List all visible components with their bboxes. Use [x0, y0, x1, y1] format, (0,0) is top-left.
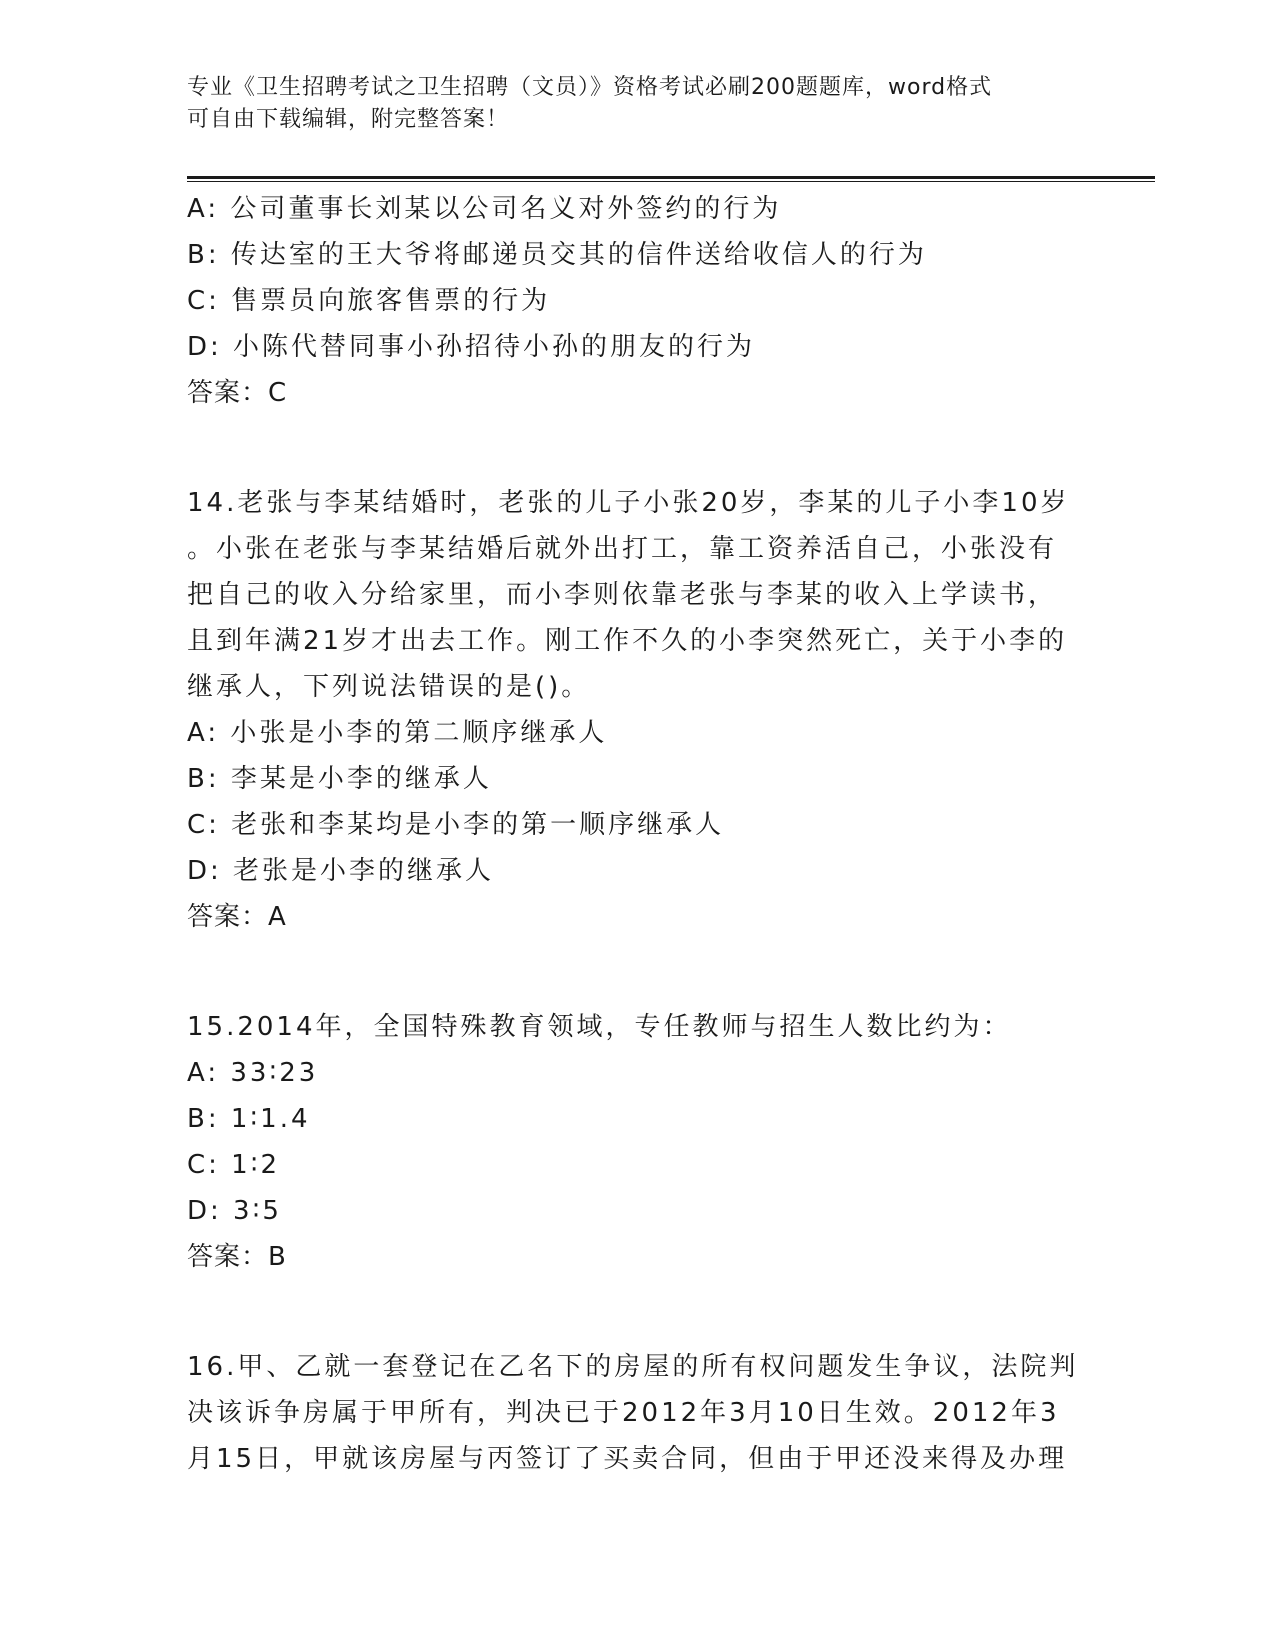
question-stem-line: 14.老张与李某结婚时，老张的儿子小张20岁，李某的儿子小李10岁	[187, 488, 1070, 518]
answer-line: 答案：A	[187, 902, 287, 932]
option-a: A: 33∶23	[187, 1058, 319, 1088]
option-d: D: 小陈代替同事小孙招待小孙的朋友的行为	[187, 332, 756, 362]
question-stem-line: 决该诉争房属于甲所有，判决已于2012年3月10日生效。2012年3	[187, 1398, 1060, 1428]
option-c: C: 1∶2	[187, 1150, 281, 1180]
option-d: D: 3∶5	[187, 1196, 282, 1226]
option-a: A: 公司董事长刘某以公司名义对外签约的行为	[187, 194, 782, 224]
question-16	[187, 1344, 1087, 1482]
question-14	[187, 480, 1087, 940]
header-divider	[187, 176, 1155, 179]
document-header	[187, 72, 1067, 136]
header-title-line-1: 专业《卫生招聘考试之卫生招聘（文员）》资格考试必刷200题题库，word格式	[187, 75, 993, 100]
question-stem-line: 16.甲、乙就一套登记在乙名下的房屋的所有权问题发生争议，法院判	[187, 1352, 1079, 1382]
option-c: C: 售票员向旅客售票的行为	[187, 286, 551, 316]
question-stem-line: 继承人，下列说法错误的是()。	[187, 672, 591, 702]
question-stem-line: 把自己的收入分给家里，而小李则依靠老张与李某的收入上学读书，	[187, 580, 1058, 610]
option-b: B: 李某是小李的继承人	[187, 764, 492, 794]
question-spacer	[187, 940, 1087, 1004]
question-stem-line: 月15日，甲就该房屋与丙签订了买卖合同，但由于甲还没来得及办理	[187, 1444, 1068, 1474]
question-spacer	[187, 416, 1087, 480]
question-15	[187, 1004, 1087, 1280]
answer-line: 答案：C	[187, 378, 288, 408]
question-spacer	[187, 1280, 1087, 1344]
header-title-line-2: 可自由下载编辑，附完整答案！	[187, 107, 510, 132]
question-content	[187, 186, 1087, 1482]
question-stem-line: 。小张在老张与李某结婚后就外出打工，靠工资养活自己，小张没有	[187, 534, 1058, 564]
option-a: A: 小张是小李的第二顺序继承人	[187, 718, 608, 748]
question-stem-line: 15.2014年，全国特殊教育领域，专任教师与招生人数比约为：	[187, 1012, 1012, 1042]
question-stem-line: 且到年满21岁才出去工作。刚工作不久的小李突然死亡，关于小李的	[187, 626, 1068, 656]
answer-line: 答案：B	[187, 1242, 287, 1272]
question-13	[187, 186, 1087, 416]
option-c: C: 老张和李某均是小李的第一顺序继承人	[187, 810, 725, 840]
option-b: B: 1∶1.4	[187, 1104, 311, 1134]
option-d: D: 老张是小李的继承人	[187, 856, 495, 886]
option-b: B: 传达室的王大爷将邮递员交其的信件送给收信人的行为	[187, 240, 927, 270]
